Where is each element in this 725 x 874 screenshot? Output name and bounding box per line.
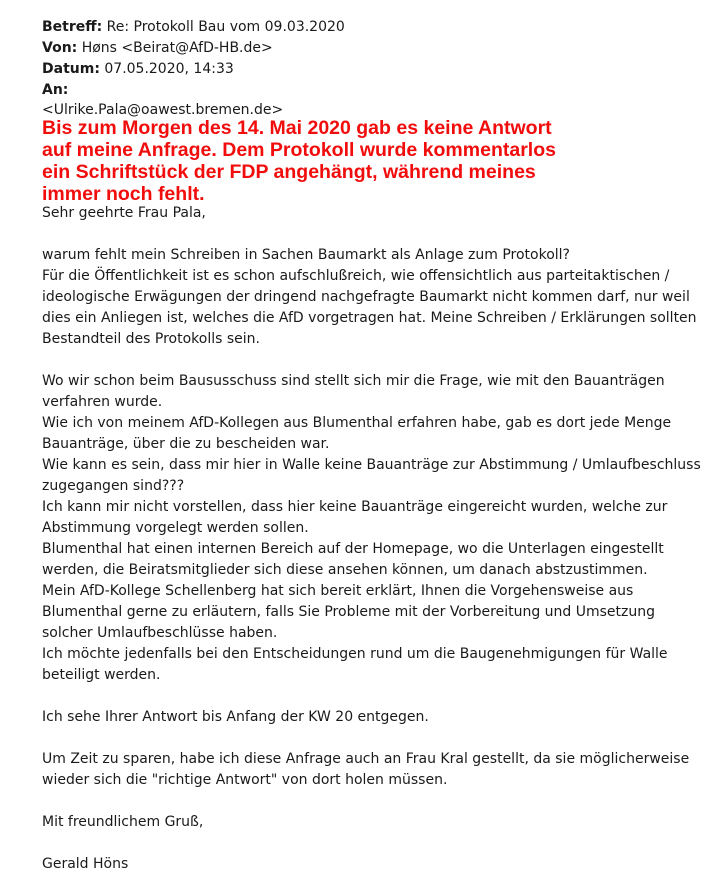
body-line: Ich möchte jedenfalls bei den Entscheidungen rund um die Baugenehmigungen für Walle: [42, 646, 668, 662]
paragraph-gap: [42, 686, 722, 707]
signature: Gerald Höns: [42, 856, 129, 872]
body-line: Ich sehe Ihrer Antwort bis Anfang der KW 20 entgegen.: [42, 709, 429, 725]
body-line: solcher Umlaufbeschlüsse haben.: [42, 625, 278, 641]
body-line: Bauanträge, über die zu bescheiden war.: [42, 436, 330, 452]
red-annotation: [42, 117, 712, 205]
body-line: Mein AfD-Kollege Schellenberg hat sich bereit erklärt, Ihnen die Vorgehensweise aus: [42, 583, 634, 599]
date-label: Datum:: [42, 61, 100, 77]
body-line: warum fehlt mein Schreiben in Sachen Baumarkt als Anlage zum Protokoll?: [42, 247, 570, 263]
body-line: Wo wir schon beim Baususschuss sind stellt sich mir die Frage, wie mit den Bauanträgen: [42, 373, 665, 389]
paragraph-gap: [42, 728, 722, 749]
body-line: ideologische Erwägungen der dringend nachgefragte Baumarkt nicht kommen darf, nur weil: [42, 289, 690, 305]
body-line: Blumenthal gerne zu erläutern, falls Sie Probleme mit der Vorbereitung und Umsetzung: [42, 604, 656, 620]
body-line: beteiligt werden.: [42, 667, 161, 683]
body-line: Um Zeit zu sparen, habe ich diese Anfrage auch an Frau Kral gestellt, da sie möglicherweise: [42, 751, 690, 767]
subject-value: Re: Protokoll Bau vom 09.03.2020: [106, 19, 345, 35]
paragraph-gap: [42, 791, 722, 812]
subject-row: [42, 18, 345, 36]
paragraph-gap: [42, 350, 722, 371]
annotation-line: auf meine Anfrage. Dem Protokoll wurde kommentarlos: [42, 139, 556, 161]
body-line: Blumenthal hat einen internen Bereich auf der Homepage, wo die Unterlagen eingestellt: [42, 541, 664, 557]
from-value: Høns <Beirat@AfD-HB.de>: [81, 40, 273, 56]
body-line: Für die Öffentlichkeit ist es schon aufschlußreich, wie offensichtlich aus parteitaktischen /: [42, 268, 670, 284]
body-line: werden, die Beiratsmitglieder sich diese ansehen können, um danach abstzustimmen.: [42, 562, 648, 578]
from-label: Von:: [42, 40, 78, 56]
annotation-line: immer noch fehlt.: [42, 183, 205, 205]
body-line: wieder sich die "richtige Antwort" von dort holen müssen.: [42, 772, 448, 788]
body-line: verfahren wurde.: [42, 394, 163, 410]
date-row: [42, 60, 234, 78]
to-label: An:: [42, 82, 69, 98]
to-value: <Ulrike.Pala@oawest.bremen.de>: [42, 102, 284, 118]
body-line: Bestandteil des Protokolls sein.: [42, 331, 260, 347]
body-line: dies ein Anliegen ist, welches die AfD vorgetragen hat. Meine Schreiben / Erklärungen sollten: [42, 310, 697, 326]
body-line: Wie ich von meinem AfD-Kollegen aus Blumenthal erfahren habe, gab es dort jede Menge: [42, 415, 672, 431]
body-line: Abstimmung vorgelegt werden sollen.: [42, 520, 309, 536]
paragraph-gap: [42, 224, 722, 245]
annotation-line: Bis zum Morgen des 14. Mai 2020 gab es keine Antwort: [42, 117, 552, 139]
email-body: [42, 203, 722, 874]
date-value: 07.05.2020, 14:33: [104, 61, 234, 77]
paragraph-gap: [42, 833, 722, 854]
body-line: Wie kann es sein, dass mir hier in Walle keine Bauanträge zur Abstimmung / Umlaufbeschluss: [42, 457, 701, 473]
body-line: Ich kann mir nicht vorstellen, dass hier keine Bauanträge eingereicht wurden, welche zur: [42, 499, 668, 515]
closing: Mit freundlichem Gruß,: [42, 814, 204, 830]
annotation-line: ein Schriftstück der FDP angehängt, während meines: [42, 161, 536, 183]
subject-label: Betreff:: [42, 19, 103, 35]
from-row: [42, 39, 273, 57]
greeting: Sehr geehrte Frau Pala,: [42, 205, 206, 221]
to-row: [42, 81, 68, 99]
body-line: zugegangen sind???: [42, 478, 185, 494]
